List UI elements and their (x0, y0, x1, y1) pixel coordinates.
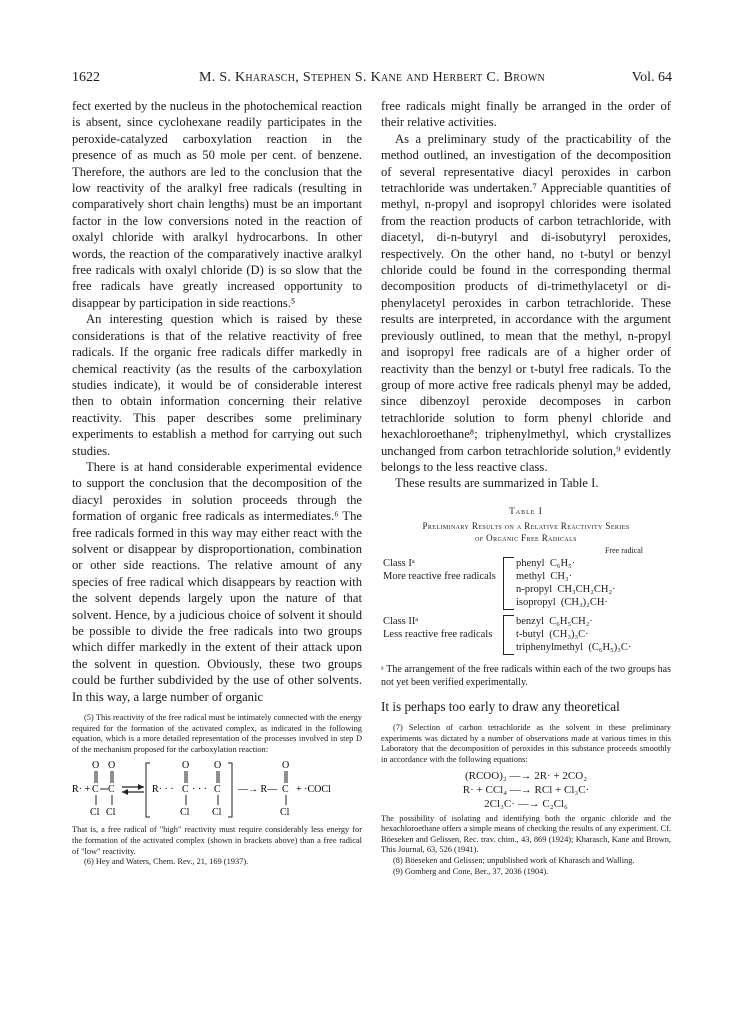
equation-text: Cl (106, 807, 116, 819)
radical-name: triphenylmethyl (516, 642, 584, 654)
table-row (381, 641, 671, 654)
table-cell: Class Iᵃ (383, 558, 415, 570)
footnote-9: (9) Gomberg and Cone, Ber., 37, 2036 (1904). (393, 866, 549, 876)
right-column (381, 98, 671, 877)
footnote-7-continued: The possibility of isolating and identifying both the organic chloride and the hexachloroethane offers a simple means of checking the results of any experiment. Cf. Böeseken and Gelissen, Rec. trav. chim., 43, 869 (1924); Kharasch, Kane and Brown, This Journal, 63, 526 (1941). (381, 813, 671, 855)
footnote-8: (8) Böeseken and Gelissen; unpublished work of Kharasch and Walling. (393, 855, 635, 865)
table-title-line: Preliminary Results on a Relative Reactivity Series (422, 520, 630, 531)
radical-name: methyl (516, 571, 546, 583)
equation-group (381, 769, 671, 811)
table-title-line: of Organic Free Radicals (475, 532, 577, 543)
equation-text: C (214, 784, 221, 796)
table-cell (514, 596, 671, 609)
table-title (381, 520, 671, 544)
table-row (381, 557, 671, 570)
volume-label: Vol. 64 (631, 70, 672, 85)
equation-text: R· · · (152, 784, 174, 796)
page-number: 1622 (72, 70, 100, 85)
table-footnote: ᵃ The arrangement of the free radicals within each of the two groups has not yet been verified experimentally. (381, 663, 671, 688)
equation-text: C (92, 784, 99, 796)
paragraph: free radicals might finally be arranged in the order of their relative activities. (381, 99, 671, 130)
paragraph: There is at hand considerable experimental evidence to support the conclusion that the decomposition of the diacyl peroxides in solution proceeds through the formation of organic free radicals as intermediates.⁶ The free radicals formed in this way may either react with the solvent or disappear by disproportionation, combination or other side reactions. The relative amount of any species of free radical which disappears by reaction with the solvent depends largely upon the nature of that solvent. Hence, by a judicious choice of solvent it should be possible to divide the free radicals into two groups which differ markedly in the extent of their attack upon the solvent in question. Obviously, these two groups could be further subdivided by the use of other solvents. In this way, a large number of organic (72, 459, 362, 704)
table-row (381, 628, 671, 641)
equation-text: O (282, 760, 290, 772)
left-column (72, 98, 362, 868)
running-authors: M. S. Kharasch, Stephen S. Kane and Herbert C. Brown (198, 70, 546, 85)
radical-formula: (CH₃)₃C· (549, 629, 589, 641)
running-header (72, 70, 672, 88)
radical-name: phenyl (516, 558, 545, 570)
paragraph: These results are summarized in Table I. (395, 476, 599, 491)
paragraph: It is perhaps too early to draw any theoretical (381, 698, 620, 714)
equation-text: Cl (212, 807, 222, 819)
equation: R· + CCl₄ —→ RCl + Cl₃C· (462, 783, 590, 796)
paragraph: As a preliminary study of the practicability of the method outlined, an investigation of the decomposition of several representative diacyl peroxides in carbon tetrachloride was undertaken.⁷ Appreciable quantities of methyl, n-propyl and isopropyl chlorides were isolated from the reaction products of carbon tetrachloride, with diacetyl, di-n-butyryl and di-isobutyryl peroxides, respectively. On the other hand, no t-butyl or benzyl chloride could be found in the corresponding thermal decomposition products of di-trimethylacetyl or di-phenylacetyl peroxides in carbon tetrachloride. These results are interpreted, in accordance with the argument previously outlined, to mean that the methyl, n-propyl and isopropyl free radicals are of a higher order of reactivity than the benzyl or t-butyl free radicals. To the group of more active free radicals phenyl may be added, since dibenzoyl peroxide decomposes in carbon tetrachloride solution to form phenyl chloride and hexachloroethane⁸; triphenylmethyl, which crystallizes unchanged from carbon tetrachloride solution,⁹ evidently belongs to the less reactive class. (381, 131, 671, 474)
radical-formula: (C₆H₅)₃C· (588, 642, 632, 654)
equation-text: + ·COCl (296, 784, 331, 796)
radical-name: isopropyl (516, 597, 556, 609)
table-row (381, 570, 671, 583)
equation-text: —→ R— (238, 784, 278, 796)
table-column-header: Free radical (605, 545, 643, 555)
radical-formula: C₆H₅· (549, 558, 576, 570)
equation-text: O (214, 760, 222, 772)
equation: (RCOO)₂ —→ 2R· + 2CO₂ (464, 769, 588, 782)
footnote-6: (6) Hey and Waters, Chem. Rev., 21, 169 (1937). (84, 857, 249, 867)
table-cell: More reactive free radicals (383, 571, 496, 583)
radical-formula: C₆H₅CH₂· (549, 616, 593, 628)
equation-text: O (108, 760, 116, 772)
table-cell (514, 557, 671, 570)
equation-text: C (108, 784, 115, 796)
equation: 2Cl₃C· —→ C₂Cl₆ (484, 797, 568, 810)
equation-text: C (282, 784, 289, 796)
equation-text: O (182, 760, 190, 772)
equation-text: O (92, 760, 100, 772)
table-cell (514, 583, 671, 596)
footnote-5-continued: That is, a free radical of "high" reactivity must require considerably less energy for the formation of the activated complex (shown in brackets above) than a free radical of "low" reactivity. (72, 825, 362, 856)
table-cell (514, 628, 671, 641)
equation-text: R· + (72, 784, 91, 796)
table-row (381, 583, 671, 596)
radical-name: n-propyl (516, 584, 553, 596)
table-cell (514, 641, 671, 654)
radical-name: t-butyl (516, 629, 544, 641)
table-row (381, 615, 671, 628)
table-cell: Less reactive free radicals (383, 629, 493, 641)
table-bracket (504, 615, 515, 654)
equation-text: Cl (90, 807, 100, 819)
table-cell: Class IIᵃ (383, 616, 419, 628)
table-row (381, 596, 671, 609)
table-cell (514, 570, 671, 583)
radical-formula: CH₃CH₂CH₂· (557, 584, 616, 596)
footnote-5: (5) This reactivity of the free radical must be intimately connected with the energy required for the formation of the activated complex, as indicated in the following equation, which is a more detailed representation of the processes involved in step D of the mechanism proposed for the carboxylation reaction: (72, 713, 362, 754)
equation-text: Cl (180, 807, 190, 819)
activated-complex-equation (72, 759, 362, 821)
radical-formula: CH₃· (550, 571, 573, 583)
table-label: Table I (509, 505, 543, 516)
table-cell (514, 615, 671, 628)
equation-text: · · · (192, 784, 207, 796)
radical-formula: (CH₃)₂CH· (560, 597, 608, 609)
paragraph: fect exerted by the nucleus in the photochemical reaction is absent, since cyclohexane readily participates in the peroxide-catalyzed carboxylation reaction in the presence of as much as 50 mole per cent. of benzene. Therefore, the authors are led to the conclusion that the low reactivity of the aralkyl free radicals (resulting in comparatively short chain lengths) must be an important factor in the low conversions noted in the reaction of oxalyl chloride with aralkyl hydrocarbons. In other words, the reaction of the comparatively inactive aralkyl free radicals with oxalyl chloride (D) is so slow that the free radicals have greatly increased opportunity to disappear by participation in side reactions.⁵ (72, 99, 362, 310)
equation-text: Cl (280, 807, 290, 819)
radical-name: benzyl (516, 616, 544, 628)
equation-text: C (182, 784, 189, 796)
paragraph: An interesting question which is raised by these considerations is that of the relative reactivity of free radicals. If the organic free radicals differ markedly in chemical reactivity (as the results of the carboxylation studies indicate), it would be of considerable interest then to obtain information concerning their relative reactivity. This paper describes some preliminary experiments to establish a method for carrying out such studies. (72, 312, 362, 458)
table-bracket (504, 557, 515, 609)
footnote-7: (7) Selection of carbon tetrachloride as the solvent in these preliminary experiments was dictated by a number of observations made at various times in this Laboratory that the decomposition of peroxides in this substance proceeds smoothly in accordance with the following equations: (381, 723, 671, 764)
reactivity-table (381, 557, 671, 655)
